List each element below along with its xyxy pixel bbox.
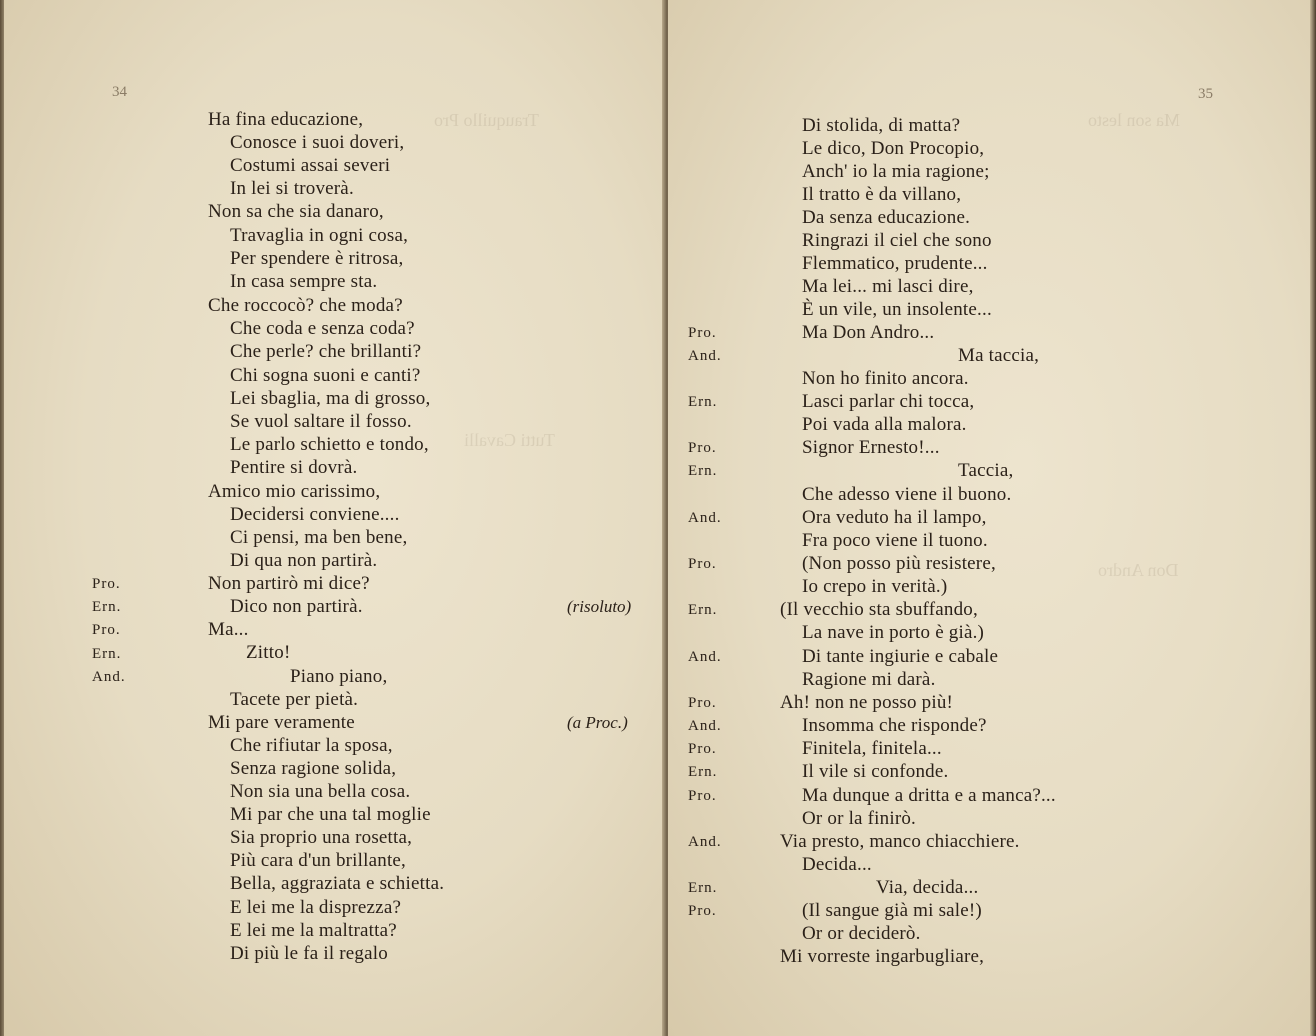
verse-line: Non sia una bella cosa. [230, 781, 411, 802]
verse-line: Ci pensi, ma ben bene, [230, 527, 408, 548]
verse-line: Fra poco viene il tuono. [802, 530, 988, 551]
verse-line: Più cara d'un brillante, [230, 850, 407, 871]
speaker-label: Pro. [92, 576, 121, 592]
verse-line: Costumi assai severi [230, 155, 391, 176]
verse-line: In casa sempre sta. [230, 271, 378, 292]
verse-line: Le dico, Don Procopio, [802, 138, 985, 159]
verse-line: Non partirò mi dice? [208, 573, 370, 594]
verse-line: Da senza educazione. [802, 207, 971, 228]
speaker-label: Pro. [688, 788, 717, 804]
speaker-label: Ern. [688, 764, 718, 780]
speaker-label: And. [688, 834, 722, 850]
verse-line: Chi sogna suoni e canti? [230, 365, 421, 386]
left-page [4, 0, 666, 1036]
verse-line: Ma... [208, 619, 249, 640]
stage-direction: (risoluto) [567, 597, 632, 616]
verse-line: Lasci parlar chi tocca, [802, 391, 975, 412]
right-page [668, 0, 1312, 1036]
verse-line: Ragione mi darà. [802, 669, 936, 690]
page-number: 35 [1198, 86, 1213, 102]
verse-line: Finitela, finitela... [802, 738, 942, 759]
speaker-label: And. [92, 669, 126, 685]
verse-line: Senza ragione solida, [230, 758, 397, 779]
verse-line: Zitto! [246, 642, 291, 663]
verse-line: Flemmatico, prudente... [802, 253, 988, 274]
verse-line: Che coda e senza coda? [230, 318, 415, 339]
page-number: 34 [112, 84, 127, 100]
speaker-label: Ern. [688, 394, 718, 410]
verse-line: Non sa che sia danaro, [208, 201, 384, 222]
speaker-label: Ern. [688, 463, 718, 479]
speaker-label: And. [688, 718, 722, 734]
verse-line: Or or la finirò. [802, 808, 916, 829]
verse-line: Bella, aggraziata e schietta. [230, 873, 445, 894]
speaker-label: Ern. [688, 602, 718, 618]
bleed-through-text: Ma son lesto [1088, 110, 1180, 130]
speaker-label: Pro. [688, 325, 717, 341]
speaker-label: Pro. [92, 622, 121, 638]
verse-line: Di più le fa il regalo [230, 943, 388, 964]
verse-line: Ringrazi il ciel che sono [802, 230, 992, 251]
verse-line: Signor Ernesto!... [802, 437, 940, 458]
verse-line: Di stolida, di matta? [802, 115, 961, 136]
book-edge-right [1310, 0, 1316, 1036]
verse-line: Mi pare veramente [208, 712, 355, 733]
stage-direction: (a Proc.) [567, 713, 628, 732]
verse-line: Decidersi conviene.... [230, 504, 400, 525]
verse-line: Il vile si confonde. [802, 761, 949, 782]
verse-line: Il tratto è da villano, [802, 184, 962, 205]
verse-line: In lei si troverà. [230, 178, 354, 199]
verse-line: Dico non partirà. [230, 596, 363, 617]
verse-line: Travaglia in ogni cosa, [230, 225, 409, 246]
speaker-label: And. [688, 348, 722, 364]
verse-line: La nave in porto è già.) [802, 622, 985, 643]
verse-line: Tacete per pietà. [230, 689, 359, 710]
verse-line: Ha fina educazione, [208, 109, 364, 130]
speaker-label: Ern. [688, 880, 718, 896]
verse-line: Che roccocò? che moda? [208, 295, 403, 316]
verse-line: Che adesso viene il buono. [802, 484, 1012, 505]
verse-line: Di tante ingiurie e cabale [802, 646, 999, 667]
verse-line: (Il vecchio sta sbuffando, [780, 599, 978, 620]
verse-line: Decida... [802, 854, 872, 875]
verse-line: Non ho finito ancora. [802, 368, 969, 389]
verse-line: Insomma che risponde? [802, 715, 987, 736]
verse-line: Ma lei... mi lasci dire, [802, 276, 974, 297]
verse-line: Che perle? che brillanti? [230, 341, 422, 362]
speaker-label: Ern. [92, 599, 122, 615]
verse-line: Ma dunque a dritta e a manca?... [802, 785, 1056, 806]
verse-line: E lei me la maltratta? [230, 920, 397, 941]
verse-line: Ah! non ne posso più! [780, 692, 954, 713]
speaker-label: Ern. [92, 646, 122, 662]
speaker-label: Pro. [688, 741, 717, 757]
verse-line: Le parlo schietto e tondo, [230, 434, 429, 455]
verse-line: Sia proprio una rosetta, [230, 827, 413, 848]
verse-line: Or or deciderò. [802, 923, 921, 944]
verse-line: Mi vorreste ingarbugliare, [780, 946, 985, 967]
verse-line: Amico mio carissimo, [208, 481, 381, 502]
verse-line: Via, decida... [876, 877, 979, 898]
verse-line: Poi vada alla malora. [802, 414, 967, 435]
bleed-through-text: Tutti Cavalli [464, 430, 555, 450]
verse-line: Che rifiutar la sposa, [230, 735, 393, 756]
verse-line: Lei sbaglia, ma di grosso, [230, 388, 431, 409]
verse-line: (Il sangue già mi sale!) [802, 900, 982, 921]
verse-line: Taccia, [958, 460, 1014, 481]
verse-line: Via presto, manco chiacchiere. [780, 831, 1020, 852]
speaker-label: Pro. [688, 440, 717, 456]
verse-line: E lei me la disprezza? [230, 897, 402, 918]
speaker-label: And. [688, 510, 722, 526]
verse-line: Io crepo in verità.) [802, 576, 948, 597]
verse-line: Se vuol saltare il fosso. [230, 411, 412, 432]
verse-line: Di qua non partirà. [230, 550, 378, 571]
verse-line: Ma Don Andro... [802, 322, 935, 343]
speaker-label: Pro. [688, 695, 717, 711]
verse-line: Piano piano, [290, 666, 388, 687]
verse-line: Per spendere è ritrosa, [230, 248, 404, 269]
speaker-label: Pro. [688, 903, 717, 919]
speaker-label: And. [688, 649, 722, 665]
verse-line: È un vile, un insolente... [802, 299, 992, 320]
verse-line: Pentire si dovrà. [230, 457, 358, 478]
bleed-through-text: Trauquillo Pro [434, 110, 539, 130]
verse-line: Ora veduto ha il lampo, [802, 507, 987, 528]
verse-line: Mi par che una tal moglie [230, 804, 431, 825]
verse-line: Ma taccia, [958, 345, 1040, 366]
speaker-label: Pro. [688, 556, 717, 572]
verse-line: Conosce i suoi doveri, [230, 132, 405, 153]
verse-line: (Non posso più resistere, [802, 553, 996, 574]
verse-line: Anch' io la mia ragione; [802, 161, 990, 182]
bleed-through-text: Don Andro [1098, 560, 1179, 580]
